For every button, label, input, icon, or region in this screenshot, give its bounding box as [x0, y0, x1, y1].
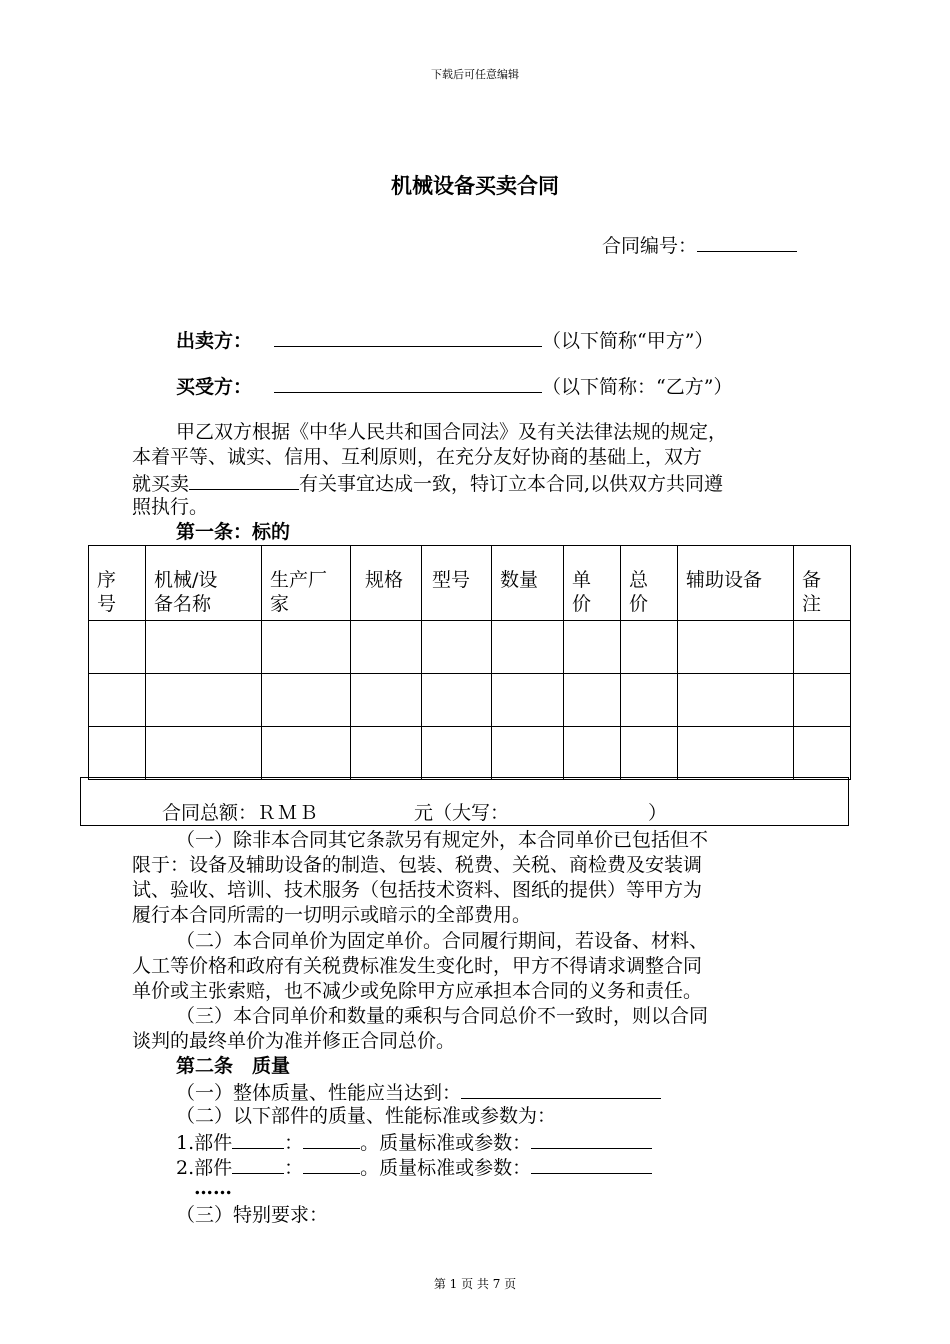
- header-cell-unit-price: 单 价: [564, 546, 621, 621]
- header-cell-name: 机械/设 备名称: [146, 546, 262, 621]
- table-header-row: [89, 546, 851, 621]
- total-label: 合同总额：: [162, 802, 258, 824]
- clause-3-line-2: 谈判的最终单价为准并修正合同总价。: [132, 1030, 456, 1052]
- ellipsis: ……: [194, 1177, 232, 1199]
- document-title: 机械设备买卖合同: [391, 173, 559, 198]
- part-1-standard-blank[interactable]: [531, 1129, 652, 1149]
- total-close: ）: [648, 802, 668, 824]
- header-cell-seq: 序 号: [89, 546, 146, 621]
- table-row: [89, 727, 851, 780]
- header-note: 下载后可任意编辑: [431, 68, 519, 81]
- part-2-value-blank[interactable]: [303, 1154, 360, 1174]
- article-1-title: 第一条：标的: [176, 521, 291, 543]
- header-cell-quantity: 数量: [492, 546, 564, 621]
- clause-3-line-1: （三）本合同单价和数量的乘积与合同总价不一致时，则以合同: [176, 1005, 709, 1027]
- intro-line-3-start: 就买卖: [132, 473, 190, 495]
- page-footer: 第 1 页 共 7 页: [433, 1277, 517, 1291]
- header-cell-total-price: 总 价: [621, 546, 678, 621]
- clause-2-line-2: 人工等价格和政府有关税费标准发生变化时，甲方不得请求调整合同: [132, 955, 703, 977]
- goods-table: [88, 545, 851, 780]
- table-row: [89, 674, 851, 727]
- clause-1-line-4: 履行本合同所需的一切明示或暗示的全部费用。: [132, 904, 532, 926]
- quality-item-1: [176, 1079, 661, 1105]
- total-unit: 元（大写：: [414, 802, 510, 824]
- quality-item-2: （二）以下部件的质量、性能标准或参数为：: [176, 1105, 557, 1127]
- part-1-name-blank[interactable]: [232, 1129, 284, 1149]
- contract-number-label: 合同编号：: [602, 235, 698, 257]
- buyer-suffix: （以下简称：“乙方”）: [542, 376, 733, 398]
- seller-label: 出卖方：: [176, 330, 253, 352]
- seller-name-blank[interactable]: [274, 327, 542, 347]
- clause-1-line-1: （一）除非本合同其它条款另有规定外，本合同单价已包括但不: [176, 829, 709, 851]
- buyer-line: [176, 373, 732, 399]
- total-currency: ＲＭＢ: [257, 802, 321, 824]
- buyer-label: 买受方：: [176, 376, 253, 398]
- quality-item-3: （三）特别要求：: [176, 1204, 329, 1226]
- part-line-1: 1.部件 ： 。质量标准或参数：: [176, 1129, 652, 1155]
- overall-quality-blank[interactable]: [461, 1079, 661, 1099]
- seller-line: [176, 327, 713, 353]
- header-cell-model: 型号: [422, 546, 492, 621]
- header-cell-aux-equipment: 辅助设备: [678, 546, 794, 621]
- part-1-value-blank[interactable]: [303, 1129, 360, 1149]
- header-cell-manufacturer: 生产厂 家: [262, 546, 351, 621]
- part-line-2: 2.部件 ： 。质量标准或参数：: [176, 1154, 652, 1180]
- clause-2-line-1: （二）本合同单价为固定单价。合同履行期间，若设备、材料、: [176, 930, 709, 952]
- header-cell-remarks: 备 注: [794, 546, 851, 621]
- clause-1-line-2: 限于：设备及辅助设备的制造、包装、税费、关税、商检费及安装调: [132, 854, 703, 876]
- intro-line-3: [132, 470, 723, 496]
- header-cell-spec: 规格: [351, 546, 422, 621]
- subject-blank[interactable]: [189, 470, 299, 490]
- clause-2-line-3: 单价或主张索赔，也不减少或免除甲方应承担本合同的义务和责任。: [132, 980, 703, 1002]
- intro-line-2: 本着平等、诚实、信用、互利原则，在充分友好协商的基础上，双方: [132, 446, 703, 468]
- table-row: [89, 621, 851, 674]
- part-2-name-blank[interactable]: [232, 1154, 284, 1174]
- contract-total-line: [162, 801, 667, 825]
- quality-item-1-label: （一）整体质量、性能应当达到：: [176, 1082, 462, 1104]
- seller-suffix: （以下简称“甲方”）: [542, 330, 714, 352]
- contract-number: [602, 232, 797, 258]
- buyer-name-blank[interactable]: [274, 373, 542, 393]
- part-2-standard-blank[interactable]: [531, 1154, 652, 1174]
- intro-line-1: 甲乙双方根据《中华人民共和国合同法》及有关法律法规的规定，: [176, 421, 728, 443]
- clause-1-line-3: 试、验收、培训、技术服务（包括技术资料、图纸的提供）等甲方为: [132, 879, 703, 901]
- intro-line-4: 照执行。: [132, 496, 209, 518]
- article-2-title: 第二条 质量: [176, 1055, 291, 1077]
- contract-number-blank[interactable]: [697, 232, 797, 252]
- intro-line-3-end: 有关事宜达成一致，特订立本合同,以供双方共同遵: [299, 473, 724, 495]
